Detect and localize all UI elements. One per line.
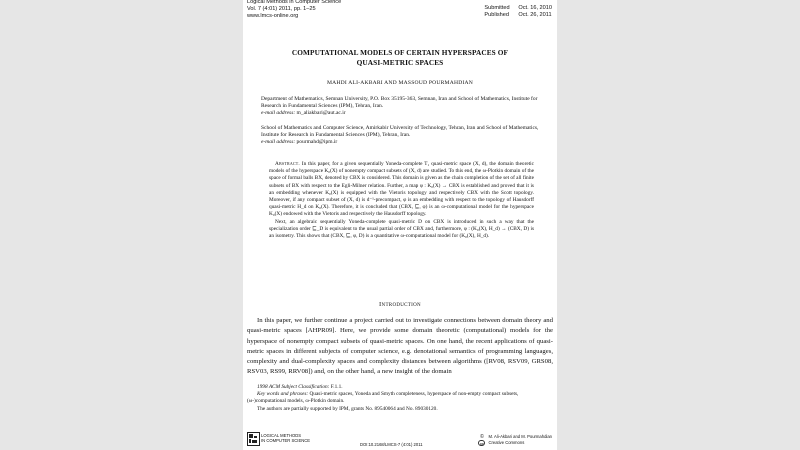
published-label: Published xyxy=(484,12,509,18)
affiliation-1 xyxy=(261,96,542,118)
license-row xyxy=(478,440,552,446)
introduction-body xyxy=(247,316,553,378)
dates-header xyxy=(484,5,552,19)
introduction-paragraph: In this paper, we further continue a project carried out to investigate connections between domain theory and quasi-metric spaces [AHPR09]. Here, we provide some domain theoretic (computational) models for the hyperspace of nonempty compact subsets of quasi-metric spaces. On one hand, the recent applications of quasi-metric spaces in different subjects of computer science, e.g. denotational semantics of programming languages, complexity and dual-complexity spaces and complexity distances between algorithms ([RV08, RSV09, GRS08, RSV03, RS99, RRV08]) and, on the other hand, a new insight of the domain xyxy=(247,317,553,376)
introduction-heading: Introduction xyxy=(379,301,421,308)
support-note: The authors are partially supported by IPM, grants No. 89540064 and No. 89030120. xyxy=(257,405,438,412)
keywords-label: Key words and phrases: xyxy=(257,391,309,398)
copyright-holders: M. Ali-Akbari and M. Pourmahdian xyxy=(488,434,552,439)
footnotes xyxy=(247,384,553,413)
keywords-value: Quasi-metric spaces, Yoneda and Smyth completeness, hyperspace of non-empty compact subsets, (ω-)computational models, ω-Plotkin domain. xyxy=(247,391,519,405)
affiliation-1-text: Department of Mathematics, Semnan University, P.O. Box 35195-363, Semnan, Iran and School of Mathematics, Institute for Research in Fundamental Sciences (IPM), Tehran, Iran. xyxy=(261,96,538,110)
email-label-1: e-mail address: xyxy=(261,110,296,117)
journal-name: Logical Methods in Computer Science xyxy=(247,0,342,5)
submitted-label: Submitted xyxy=(484,5,510,11)
keywords xyxy=(247,391,553,405)
license-text[interactable]: Creative Commons xyxy=(488,440,525,445)
submitted-date: Oct. 16, 2010 xyxy=(518,5,552,11)
authors: MAHDI ALI-AKBARI AND MASSOUD POURMAHDIAN xyxy=(327,80,473,86)
abstract xyxy=(269,161,534,240)
journal-header xyxy=(247,0,341,20)
lmcs-logo-icon xyxy=(247,432,260,446)
affiliation-2-text: School of Mathematics and Computer Science, Amirkabir University of Technology, Tehran, Iran and School of Mathematics, Institute for Research in Fundamental Sciences (IPM), Tehran, Iran. xyxy=(261,125,539,139)
paper-page xyxy=(243,0,557,450)
abstract-paragraph-2: Next, an algebraic sequentially Yoneda-complete quasi-metric D on CBX is introduced in such a way that the specialization order ⊑_D is equivalent to the usual partial order of CBX and, furthermore, φ : (K₀(X), H_d) → (CBX, D) is an isometry. This shows that (CBX, ⊑, φ, D) is a quantitative ω-computational model for (K₀(X), H_d). xyxy=(269,218,534,240)
cc-license-icon: cc xyxy=(480,442,484,446)
copyright-icon: © xyxy=(480,434,484,440)
email-2[interactable]: pourmahd@ipm.ir xyxy=(296,139,338,146)
footer-license xyxy=(478,434,552,446)
journal-website[interactable]: www.lmcs-online.org xyxy=(247,13,299,19)
logo-text xyxy=(261,434,310,444)
published-date: Oct. 26, 2011 xyxy=(518,12,552,18)
email-1[interactable]: m_aliakbari@aut.ac.ir xyxy=(296,110,346,117)
affiliation-2 xyxy=(261,125,542,147)
doi[interactable]: DOI:10.2168/LMCS-7 (4:01) 2011 xyxy=(360,442,423,447)
paper-title xyxy=(243,48,557,68)
abstract-text-1: In this paper, for a given sequentially Yoneda-complete T₁ quasi-metric space (X, d), the domain theoretic models of the hyperspace K₀(X) of nonempty compact subsets of (X, d) are studied. To this end, the ω-Plotkin domain of the space of formal balls BX, denoted by CBX is considered. This domain is given as the chain completion of the set of all finite subsets of BX with respect to the Egli-Milner relation. Further, a map φ : K₀(X) → CBX is established and proved that it is an embedding whenever K₀(X) is equipped with the Vietoris topology and respectively CBX with the Scott topology. Moreover, if any compact subset of (X, d) is d⁻¹-precompact, φ is an embedding with respect to the topology of Hausdorff quasi-metric H_d on K₀(X). Therefore, it is concluded that (CBX, ⊑, φ) is an ω-computational model for the hyperspace K₀(X) endowed with the Vietoris and respectively the Hausdorff topology. xyxy=(269,161,534,218)
title-line-1: COMPUTATIONAL MODELS OF CERTAIN HYPERSPACES OF xyxy=(291,48,509,57)
logo-line-2: IN COMPUTER SCIENCE xyxy=(261,437,311,443)
submitted-row xyxy=(484,5,552,12)
title-line-2: QUASI-METRIC SPACES xyxy=(356,58,444,67)
abstract-label: Abstract. xyxy=(275,161,300,167)
email-label-2: e-mail address: xyxy=(261,139,296,146)
published-row xyxy=(484,12,552,19)
logo-line-1: LOGICAL METHODS xyxy=(261,433,302,438)
journal-volume: Vol. 7 (4:01) 2011, pp. 1–25 xyxy=(247,6,316,12)
acm-value: F.1.1. xyxy=(330,384,343,390)
acm-label: 1998 ACM Subject Classification: xyxy=(257,384,330,390)
abstract-paragraph-1 xyxy=(269,161,534,219)
